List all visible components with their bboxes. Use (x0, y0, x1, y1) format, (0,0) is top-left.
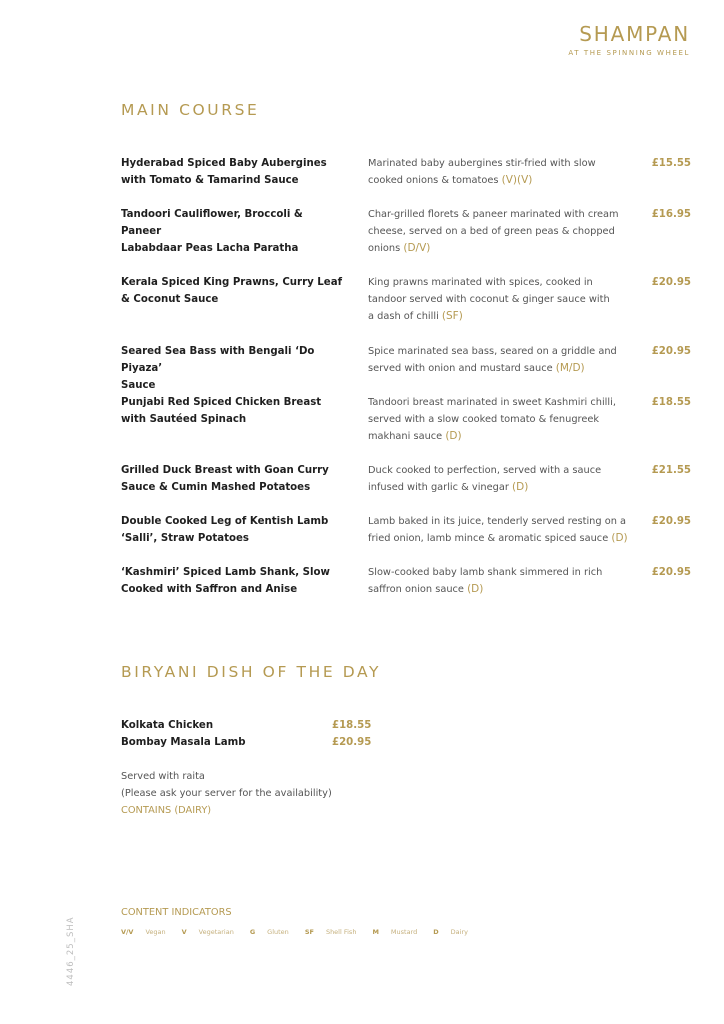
dish-price: £20.95 (651, 346, 691, 357)
dish-name-line: Tandoori Cauliflower, Broccoli & Paneer (121, 209, 303, 237)
main-course-title: MAIN COURSE (121, 101, 260, 119)
brand-name: SHAMPAN (579, 22, 690, 46)
dish-name (121, 206, 346, 257)
indicator-code: G (249, 928, 256, 936)
dish-description (368, 274, 628, 325)
dish-name-line: Kerala Spiced King Prawns, Curry Leaf (121, 277, 343, 288)
biryani-item-name: Bombay Masala Lamb (121, 737, 246, 748)
dish-desc-line: Char-grilled florets & paneer marinated with cream (368, 209, 619, 220)
indicator-label: Gluten (267, 928, 289, 936)
indicator-label: Mustard (390, 928, 418, 936)
indicator-code: D (433, 928, 439, 936)
dish-description (368, 462, 628, 496)
dish-desc-line: fried onion, lamb mince & aromatic spiced sauce (368, 533, 612, 544)
dietary-tag: (D) (512, 481, 529, 493)
dish-description (368, 394, 628, 445)
dish-name-line: Punjabi Red Spiced Chicken Breast (121, 397, 322, 408)
biryani-note: (Please ask your server for the availability) (121, 788, 332, 799)
dish-description (368, 513, 628, 547)
dish-desc-line: Slow-cooked baby lamb shank simmered in rich (368, 567, 603, 578)
dish-desc-line: Duck cooked to perfection, served with a sauce (368, 465, 602, 476)
brand-logo (568, 22, 690, 57)
indicator-label: Dairy (450, 928, 468, 936)
content-indicators-row (121, 928, 484, 936)
dietary-tag: (V)(V) (501, 174, 533, 186)
biryani-item-name: Kolkata Chicken (121, 720, 214, 731)
dish-name (121, 394, 346, 428)
dish-desc-line: Tandoori breast marinated in sweet Kashmiri chilli, (368, 397, 616, 408)
dish-description (368, 343, 628, 377)
dish-price: £16.95 (651, 209, 691, 220)
dish-name-line: Double Cooked Leg of Kentish Lamb (121, 516, 329, 527)
dish-name (121, 564, 346, 598)
dish-name-line: Hyderabad Spiced Baby Aubergines (121, 158, 327, 169)
dietary-tag: (D) (445, 430, 462, 442)
dietary-tag: (M/D) (555, 362, 585, 374)
indicator-code: V (181, 928, 187, 936)
dish-desc-line: infused with garlic & vinegar (368, 482, 513, 493)
dish-desc-line: served with a slow cooked tomato & fenugreek (368, 414, 600, 425)
dish-desc-line: makhani sauce (368, 431, 446, 442)
indicator-code: V/V (121, 928, 134, 936)
dish-desc-line: Marinated baby aubergines stir-fried with slow (368, 158, 596, 169)
dish-desc-line: a dash of chilli (368, 311, 442, 322)
indicator-code: M (372, 928, 379, 936)
dish-name-line: Cooked with Saffron and Anise (121, 584, 298, 595)
dish-price: £18.55 (651, 397, 691, 408)
dish-name-line: Grilled Duck Breast with Goan Curry (121, 465, 329, 476)
biryani-title: BIRYANI DISH OF THE DAY (121, 663, 382, 681)
dish-desc-line: King prawns marinated with spices, cooked in (368, 277, 593, 288)
biryani-contains: CONTAINS (DAIRY) (121, 805, 212, 816)
biryani-item-price: £20.95 (332, 737, 372, 748)
dish-description (368, 206, 628, 257)
dish-desc-line: served with onion and mustard sauce (368, 363, 556, 374)
dish-price: £20.95 (651, 567, 691, 578)
indicator (433, 928, 468, 936)
dish-desc-line: tandoor served with coconut & ginger sauce with (368, 294, 610, 305)
dish-desc-line: cooked onions & tomatoes (368, 175, 502, 186)
indicator-label: Vegan (145, 928, 166, 936)
indicator (121, 928, 166, 936)
dish-name-line: with Sautéed Spinach (121, 414, 247, 425)
dish-name-line: ‘Kashmiri’ Spiced Lamb Shank, Slow (121, 567, 330, 578)
biryani-item-price: £18.55 (332, 720, 372, 731)
dish-price: £20.95 (651, 277, 691, 288)
dish-name-line: Sauce & Cumin Mashed Potatoes (121, 482, 311, 493)
indicator (372, 928, 417, 936)
dish-desc-line: saffron onion sauce (368, 584, 468, 595)
dish-name (121, 513, 346, 547)
dish-name (121, 155, 346, 189)
dish-price: £20.95 (651, 516, 691, 527)
dish-name (121, 462, 346, 496)
indicator (305, 928, 357, 936)
indicator-label: Vegetarian (198, 928, 234, 936)
dietary-tag: (D/V) (403, 242, 431, 254)
biryani-note: Served with raita (121, 771, 205, 782)
indicator-label: Shell Fish (325, 928, 357, 936)
dietary-tag: (D) (611, 532, 628, 544)
dish-desc-line: Spice marinated sea bass, seared on a griddle and (368, 346, 617, 357)
indicator (182, 928, 234, 936)
dish-name-line: Seared Sea Bass with Bengali ‘Do Piyaza’ (121, 346, 315, 374)
dish-price: £21.55 (651, 465, 691, 476)
indicator (250, 928, 289, 936)
dish-description (368, 155, 628, 189)
dish-desc-line: onions (368, 243, 404, 254)
dietary-tag: (D) (467, 583, 484, 595)
dish-description (368, 564, 628, 598)
dietary-tag: (SF) (441, 310, 463, 322)
dish-name-line: with Tomato & Tamarind Sauce (121, 175, 299, 186)
brand-subtitle: AT THE SPINNING WHEEL (568, 49, 690, 57)
dish-name-line: Lababdaar Peas Lacha Paratha (121, 243, 299, 254)
dish-name (121, 274, 346, 308)
dish-name (121, 343, 346, 394)
document-code: 4446_25_SHA (66, 916, 76, 986)
dish-price: £15.55 (651, 158, 691, 169)
dish-desc-line: Lamb baked in its juice, tenderly served resting on a (368, 516, 627, 527)
indicator-code: SF (304, 928, 314, 936)
dish-name-line: ‘Salli’, Straw Potatoes (121, 533, 249, 544)
content-indicators-title: CONTENT INDICATORS (121, 907, 232, 918)
dish-name-line: Sauce (121, 380, 156, 391)
dish-desc-line: cheese, served on a bed of green peas & chopped (368, 226, 615, 237)
dish-name-line: & Coconut Sauce (121, 294, 219, 305)
